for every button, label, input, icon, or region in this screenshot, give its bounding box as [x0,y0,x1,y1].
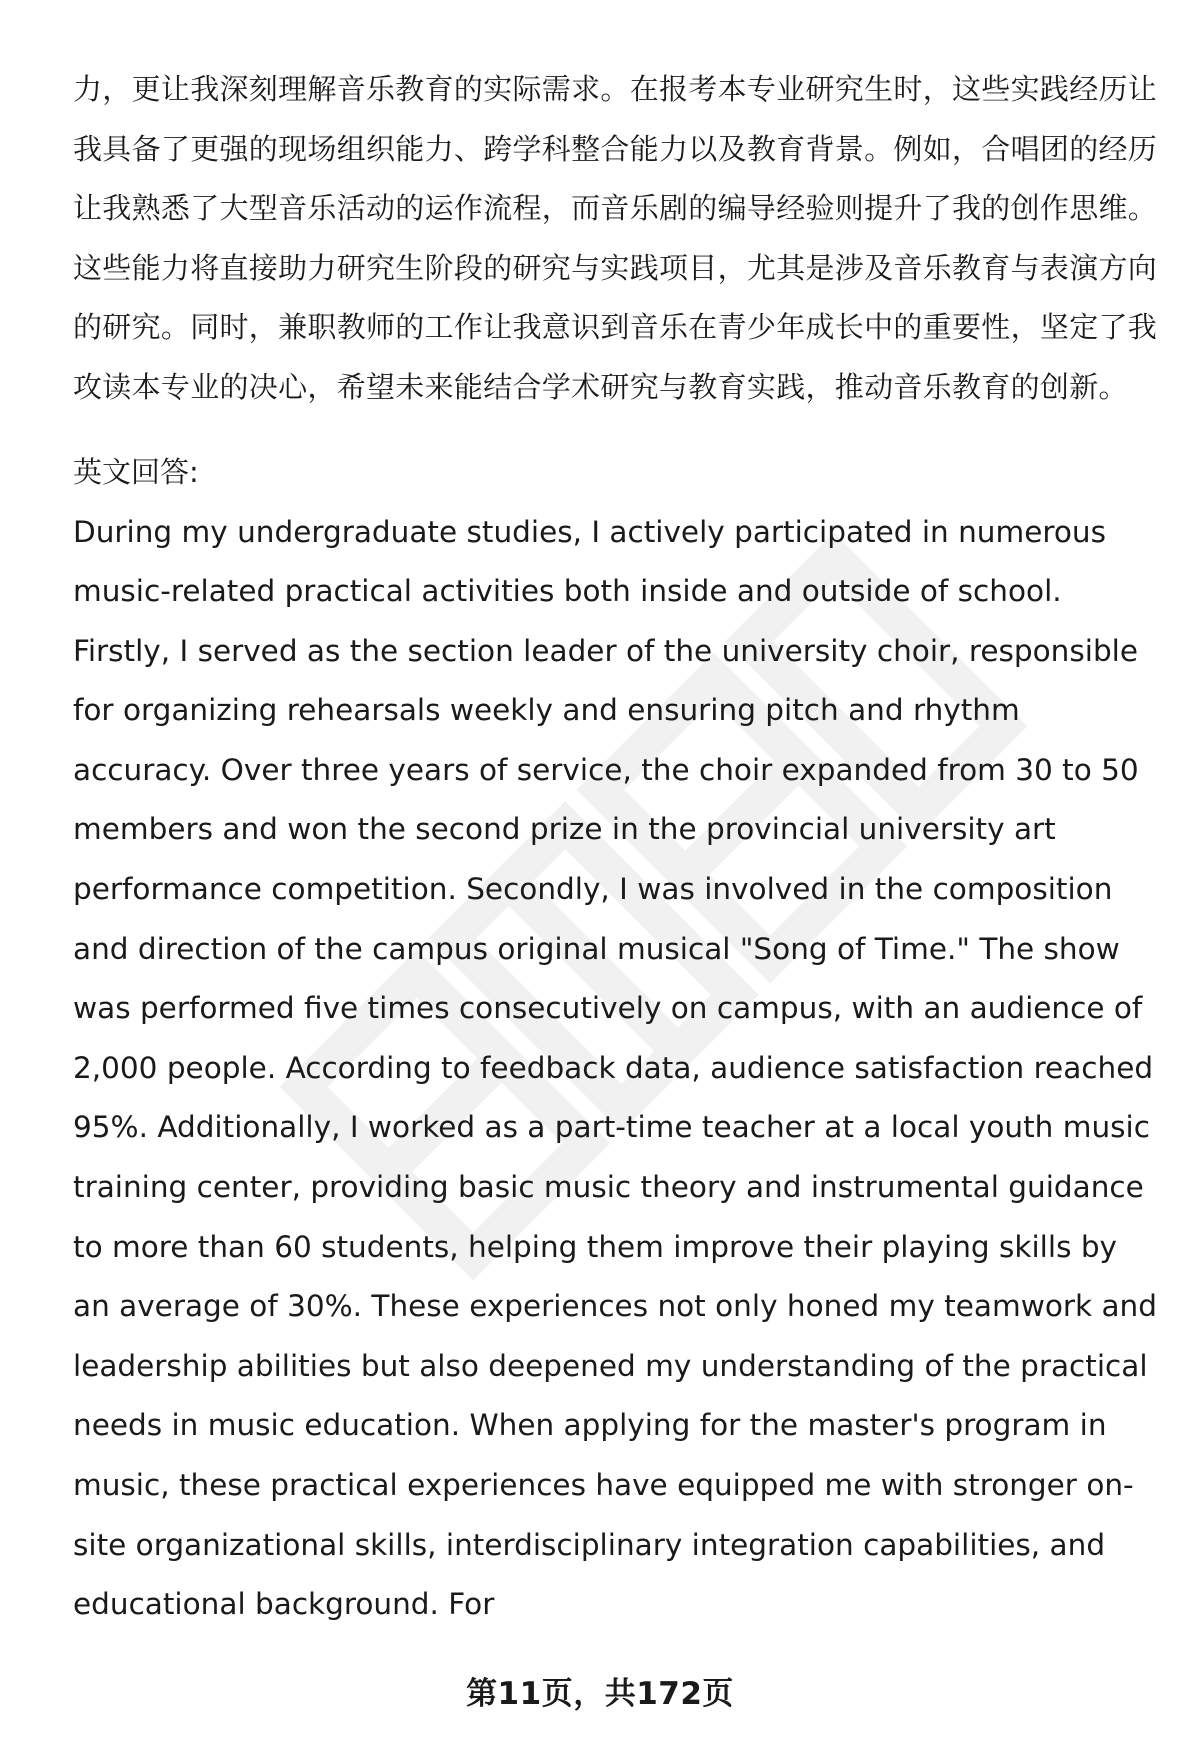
english-answer-paragraph: During my undergraduate studies, I actively participated in numerous music-related practical activities both inside and outside of school. Firstly, I served as the section leader of the university choir, responsible for organizing rehearsals weekly and ensuring pitch and rhythm accuracy. Over three years of service, the choir expanded from 30 to 50 members and won the second prize in the provincial university art performance competition. Secondly, I was involved in the composition and direction of the campus original musical "Song of Time." The show was performed five times consecutively on campus, with an audience of 2,000 people. According to feedback data, audience satisfaction reached 95%. Additionally, I worked as a part-time teacher at a local youth music training center, providing basic music theory and instrumental guidance to more than 60 students, helping them improve their playing skills by an average of 30%. These experiences not only honed my teamwork and leadership abilities but also deepened my understanding of the practical needs in music education. When applying for the master's program in music, these practical experiences have equipped me with stronger on-site organizational skills, interdisciplinary integration capabilities, and educational background. For [73,514,1157,1622]
chinese-answer-paragraph: 力，更让我深刻理解音乐教育的实际需求。在报考本专业研究生时，这些实践经历让我具备了更强的现场组织能力、跨学科整合能力以及教育背景。例如，合唱团的经历让我熟悉了大型音乐活动的运作流程，而音乐剧的编导经验则提升了我的创作思维。这些能力将直接助力研究生阶段的研究与实践项目，尤其是涉及音乐教育与表演方向的研究。同时，兼职教师的工作让我意识到音乐在青少年成长中的重要性，坚定了我攻读本专业的决心，希望未来能结合学术研究与教育实践，推动音乐教育的创新。 [73,72,1158,404]
document-body [73,60,1158,1635]
page-number-footer: 第11页，共172页 [466,1676,734,1712]
english-answer-heading: 英文回答: [73,455,199,489]
